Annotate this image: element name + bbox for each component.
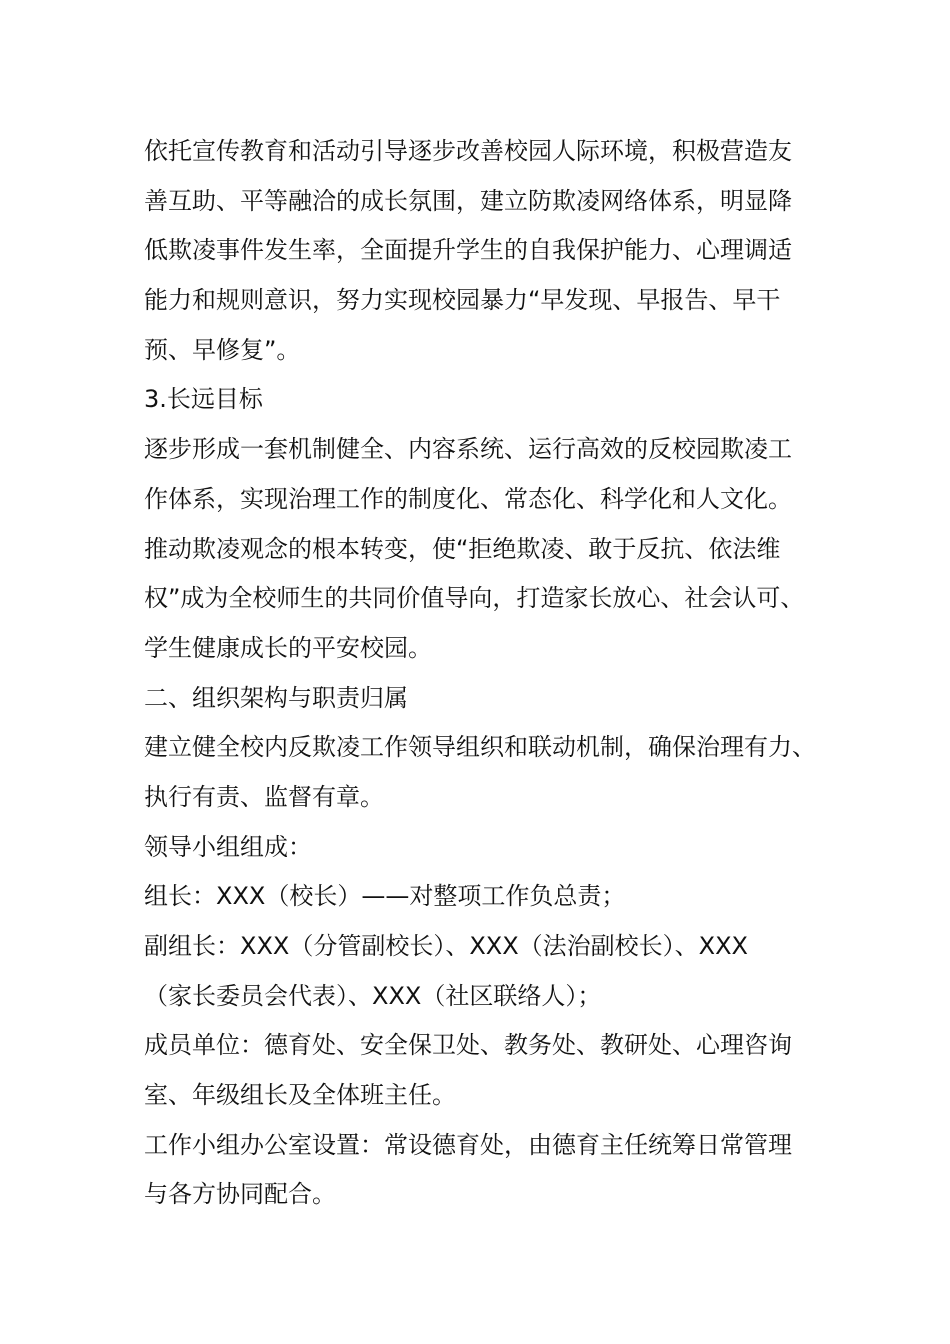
text-line: 作体系，实现治理工作的制度化、常态化、科学化和人文化。	[144, 484, 792, 513]
text-line: 组长：XXX（校长）——对整项工作负总责；	[144, 882, 626, 911]
text-line: 低欺凌事件发生率，全面提升学生的自我保护能力、心理调适	[144, 236, 792, 265]
text-line: 副组长：XXX（分管副校长）、XXX（法治副校长）、XXX	[144, 932, 748, 960]
section-heading-organization: 二、组织架构与职责归属	[144, 683, 408, 712]
text-line: 逐步形成一套机制健全、内容系统、运行高效的反校园欺凌工	[144, 435, 792, 464]
text-line: 学生健康成长的平安校园。	[144, 633, 432, 662]
text-line: 建立健全校内反欺凌工作领导组织和联动机制，确保治理有力、	[144, 733, 816, 762]
document-body	[144, 127, 834, 1220]
text-line: 工作小组办公室设置：常设德育处，由德育主任统筹日常管理	[144, 1130, 792, 1159]
text-line: 与各方协同配合。	[144, 1180, 336, 1209]
section-heading-long-term-goal: 3.长远目标	[144, 385, 263, 414]
text-line: 预、早修复”。	[144, 335, 301, 364]
text-line: 室、年级组长及全体班主任。	[144, 1081, 456, 1110]
text-line: 善互助、平等融洽的成长氛围，建立防欺凌网络体系，明显降	[144, 186, 792, 215]
text-line: 执行有责、监督有章。	[144, 782, 384, 811]
text-line: 权”成为全校师生的共同价值导向，打造家长放心、社会认可、	[144, 584, 805, 613]
text-line: 能力和规则意识，努力实现校园暴力“早发现、早报告、早干	[144, 286, 781, 315]
text-line: 推动欺凌观念的根本转变，使“拒绝欺凌、敢于反抗、依法维	[144, 534, 781, 563]
text-line: 成员单位：德育处、安全保卫处、教务处、教研处、心理咨询	[144, 1031, 792, 1060]
text-line: 领导小组组成：	[144, 832, 312, 861]
text-line: 依托宣传教育和活动引导逐步改善校园人际环境，积极营造友	[144, 137, 792, 165]
text-line: （家长委员会代表）、XXX（社区联络人）；	[144, 981, 602, 1010]
